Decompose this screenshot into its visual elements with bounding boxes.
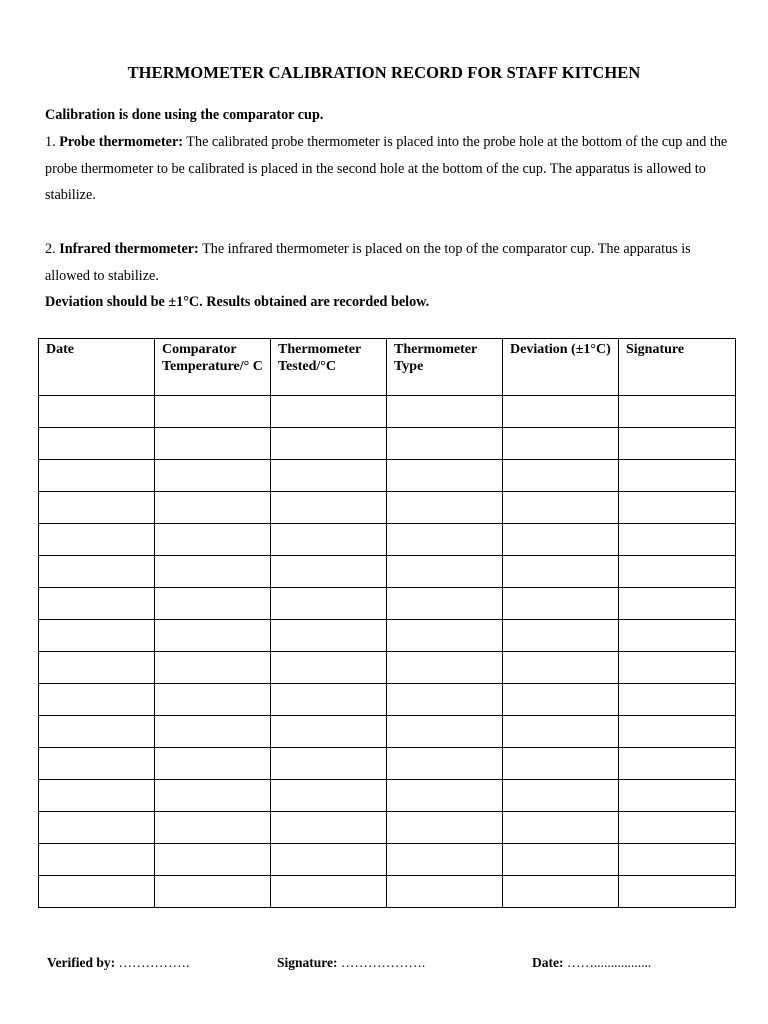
probe-text: The calibrated probe thermometer is placed into the probe hole at the bottom of the cup and the probe thermometer to be calibrated is placed in the second hole at the bottom of the cup. The apparatus is allowed to stabilize. [45,134,728,204]
table-cell[interactable] [39,652,155,684]
table-cell[interactable] [155,780,271,812]
table-row [39,556,736,588]
header-date: Date [39,339,155,396]
table-cell[interactable] [503,780,619,812]
table-row [39,652,736,684]
table-cell[interactable] [155,844,271,876]
table-cell[interactable] [39,620,155,652]
table-cell[interactable] [387,780,503,812]
calibration-method-line: Calibration is done using the comparator cup. [45,107,324,123]
table-cell[interactable] [271,780,387,812]
table-cell[interactable] [619,684,736,716]
table-row [39,492,736,524]
table-cell[interactable] [387,460,503,492]
table-cell[interactable] [39,812,155,844]
table-cell[interactable] [155,524,271,556]
table-cell[interactable] [387,620,503,652]
footer-date-label: Date: [532,955,564,970]
table-cell[interactable] [503,876,619,908]
table-cell[interactable] [619,588,736,620]
table-cell[interactable] [271,396,387,428]
table-cell[interactable] [387,396,503,428]
table-cell[interactable] [619,396,736,428]
table-cell[interactable] [39,876,155,908]
table-cell[interactable] [387,556,503,588]
table-cell[interactable] [503,844,619,876]
infrared-number: 2. [45,241,60,257]
table-cell[interactable] [387,812,503,844]
table-cell[interactable] [271,812,387,844]
table-cell[interactable] [387,748,503,780]
table-row [39,428,736,460]
table-cell[interactable] [39,780,155,812]
table-cell[interactable] [271,492,387,524]
table-cell[interactable] [619,780,736,812]
table-cell[interactable] [271,524,387,556]
table-body [39,396,736,908]
table-row [39,716,736,748]
table-cell[interactable] [155,716,271,748]
table-cell[interactable] [155,684,271,716]
page-title: THERMOMETER CALIBRATION RECORD FOR STAFF KITCHEN [127,63,641,82]
table-cell[interactable] [39,748,155,780]
infrared-text: The infrared thermometer is placed on the top of the comparator cup. The apparatus is allowed to stabilize. [45,241,691,284]
calibration-record-table [38,338,736,908]
table-cell[interactable] [271,876,387,908]
table-cell[interactable] [155,588,271,620]
table-cell[interactable] [271,588,387,620]
table-cell[interactable] [619,652,736,684]
table-cell[interactable] [619,748,736,780]
table-cell[interactable] [503,620,619,652]
table-cell[interactable] [155,812,271,844]
verified-by-label: Verified by: [47,955,116,970]
table-cell[interactable] [387,684,503,716]
table-cell[interactable] [619,524,736,556]
header-signature: Signature [619,339,736,396]
table-cell[interactable] [271,652,387,684]
table-cell[interactable] [619,844,736,876]
verified-by-blank[interactable]: ……………. [115,955,190,970]
table-cell[interactable] [155,492,271,524]
table-cell[interactable] [503,652,619,684]
table-cell[interactable] [503,748,619,780]
table-row [39,684,736,716]
verified-by-field [47,955,189,971]
table-cell[interactable] [503,492,619,524]
table-cell[interactable] [155,460,271,492]
table-cell[interactable] [271,716,387,748]
table-cell[interactable] [271,748,387,780]
table-cell[interactable] [503,684,619,716]
table-row [39,780,736,812]
table-cell[interactable] [619,492,736,524]
table-header-row [39,339,736,396]
table-cell[interactable] [271,620,387,652]
table-cell[interactable] [155,748,271,780]
table-cell[interactable] [39,684,155,716]
table-cell[interactable] [619,428,736,460]
table-cell[interactable] [155,396,271,428]
table-cell[interactable] [503,588,619,620]
table-row [39,812,736,844]
deviation-line: Deviation should be ±1°C. Results obtained are recorded below. [45,294,430,310]
table-cell[interactable] [619,556,736,588]
table-cell[interactable] [619,620,736,652]
table-row [39,620,736,652]
table-row [39,396,736,428]
table-cell[interactable] [619,460,736,492]
header-comparator-temperature: Comparator Temperature/° C [155,339,271,396]
footer-date-blank[interactable]: ……................. [563,955,652,970]
table-cell[interactable] [155,652,271,684]
table-cell[interactable] [387,844,503,876]
table-cell[interactable] [503,716,619,748]
footer-date-field [532,955,651,971]
probe-label: Probe thermometer: [59,134,184,150]
header-thermometer-tested: Thermometer Tested/°C [271,339,387,396]
table-cell[interactable] [155,556,271,588]
table-cell[interactable] [387,716,503,748]
table-cell[interactable] [619,716,736,748]
header-thermometer-type: Thermometer Type [387,339,503,396]
table-cell[interactable] [503,396,619,428]
infrared-label: Infrared thermometer: [59,241,199,257]
table-cell[interactable] [503,556,619,588]
table-cell[interactable] [39,428,155,460]
table-cell[interactable] [271,428,387,460]
table-cell[interactable] [39,460,155,492]
table-cell[interactable] [271,844,387,876]
table-cell[interactable] [387,492,503,524]
header-deviation: Deviation (±1°C) [503,339,619,396]
table-cell[interactable] [271,556,387,588]
table-cell[interactable] [503,460,619,492]
table-cell[interactable] [155,876,271,908]
probe-number: 1. [45,134,60,150]
table-cell[interactable] [271,460,387,492]
table-cell[interactable] [39,588,155,620]
table-row [39,524,736,556]
table-row [39,876,736,908]
table-cell[interactable] [387,588,503,620]
table-cell[interactable] [619,876,736,908]
table-cell[interactable] [503,524,619,556]
probe-thermometer-paragraph [45,129,735,209]
table-cell[interactable] [503,812,619,844]
table-row [39,844,736,876]
table-cell[interactable] [39,524,155,556]
table-cell[interactable] [387,876,503,908]
table-cell[interactable] [619,812,736,844]
table-cell[interactable] [387,428,503,460]
table-cell[interactable] [387,524,503,556]
table-cell[interactable] [271,684,387,716]
table-row [39,748,736,780]
table-cell[interactable] [155,620,271,652]
table-cell[interactable] [503,428,619,460]
table-cell[interactable] [387,652,503,684]
footer-signature-blank[interactable]: ………………. [337,955,426,970]
table-cell[interactable] [39,492,155,524]
table-row [39,588,736,620]
infrared-thermometer-paragraph [45,236,735,289]
table-row [39,460,736,492]
footer-signature-label: Signature: [277,955,338,970]
footer-signature-field [277,955,425,971]
table-cell[interactable] [39,716,155,748]
table-cell[interactable] [39,844,155,876]
table-cell[interactable] [155,428,271,460]
table-cell[interactable] [39,556,155,588]
table-cell[interactable] [39,396,155,428]
